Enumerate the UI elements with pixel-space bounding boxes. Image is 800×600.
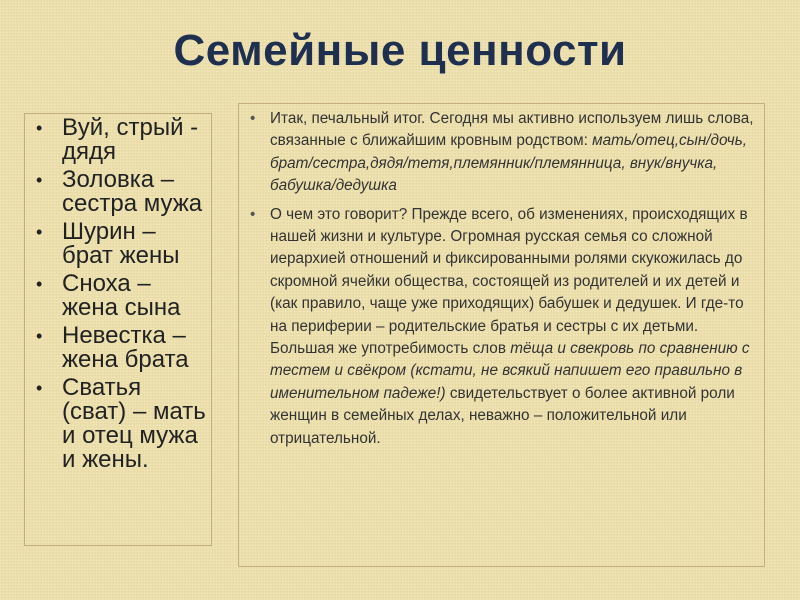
italic-phrase: тёща и свекровь по сравнению с тестем и свёкром (кстати, не всякий напишет его правильно в именительном падеже!) (270, 340, 750, 402)
kinship-words-italic: мать/отец,сын/дочь, брат/сестра,дядя/тетя,племянник/племянница, внук/внучка, бабушка/дедушка (270, 132, 747, 195)
list-item: • Сватья (сват) – мать и отец мужа и жены. (36, 374, 206, 473)
bullet-icon: • (250, 205, 256, 223)
bullet-icon: • (250, 110, 256, 127)
kinship-terms-list (30, 116, 210, 476)
commentary-paragraph (246, 108, 758, 198)
list-item: • Невестка – жена брата (36, 322, 189, 373)
paragraph-text-end: свидетельствует о более активной роли женщин в семейных делах, неважно – положительной или отрицательной. (270, 384, 735, 447)
paragraph-text: О чем это говорит? Прежде всего, об изменениях, происходящих в нашей жизни и культуре. Огромная русская семья со сложной иерархией отношений и фиксированными ролями скукожилась до скромной ячейки общества, состоящей из родителей и их детей и (как правило, чаще уже приходящих) бабушек и дедушек. И где-то на периферии – родительские братья и сестры с их детьми. Большая же употребимость слов (270, 205, 748, 358)
commentary-paragraph (246, 204, 758, 450)
paragraph-text: Итак, печальный итог. Сегодня мы активно используем лишь слова, связанные с ближайшим кровным родством: (270, 110, 754, 150)
list-item: • Шурин – брат жены (36, 218, 180, 269)
list-item: • Вуй, стрый - дядя (36, 114, 199, 165)
bullet-icon: • (36, 326, 43, 346)
commentary-list (246, 108, 758, 456)
bullet-icon: • (36, 170, 43, 190)
list-item: • Золовка – сестра мужа (36, 166, 203, 217)
bullet-icon: • (36, 118, 43, 138)
bullet-icon: • (36, 378, 43, 398)
list-item: • Сноха – жена сына (36, 270, 181, 321)
bullet-icon: • (36, 222, 43, 242)
bullet-icon: • (36, 274, 43, 294)
slide-title: Семейные ценности (173, 26, 627, 75)
